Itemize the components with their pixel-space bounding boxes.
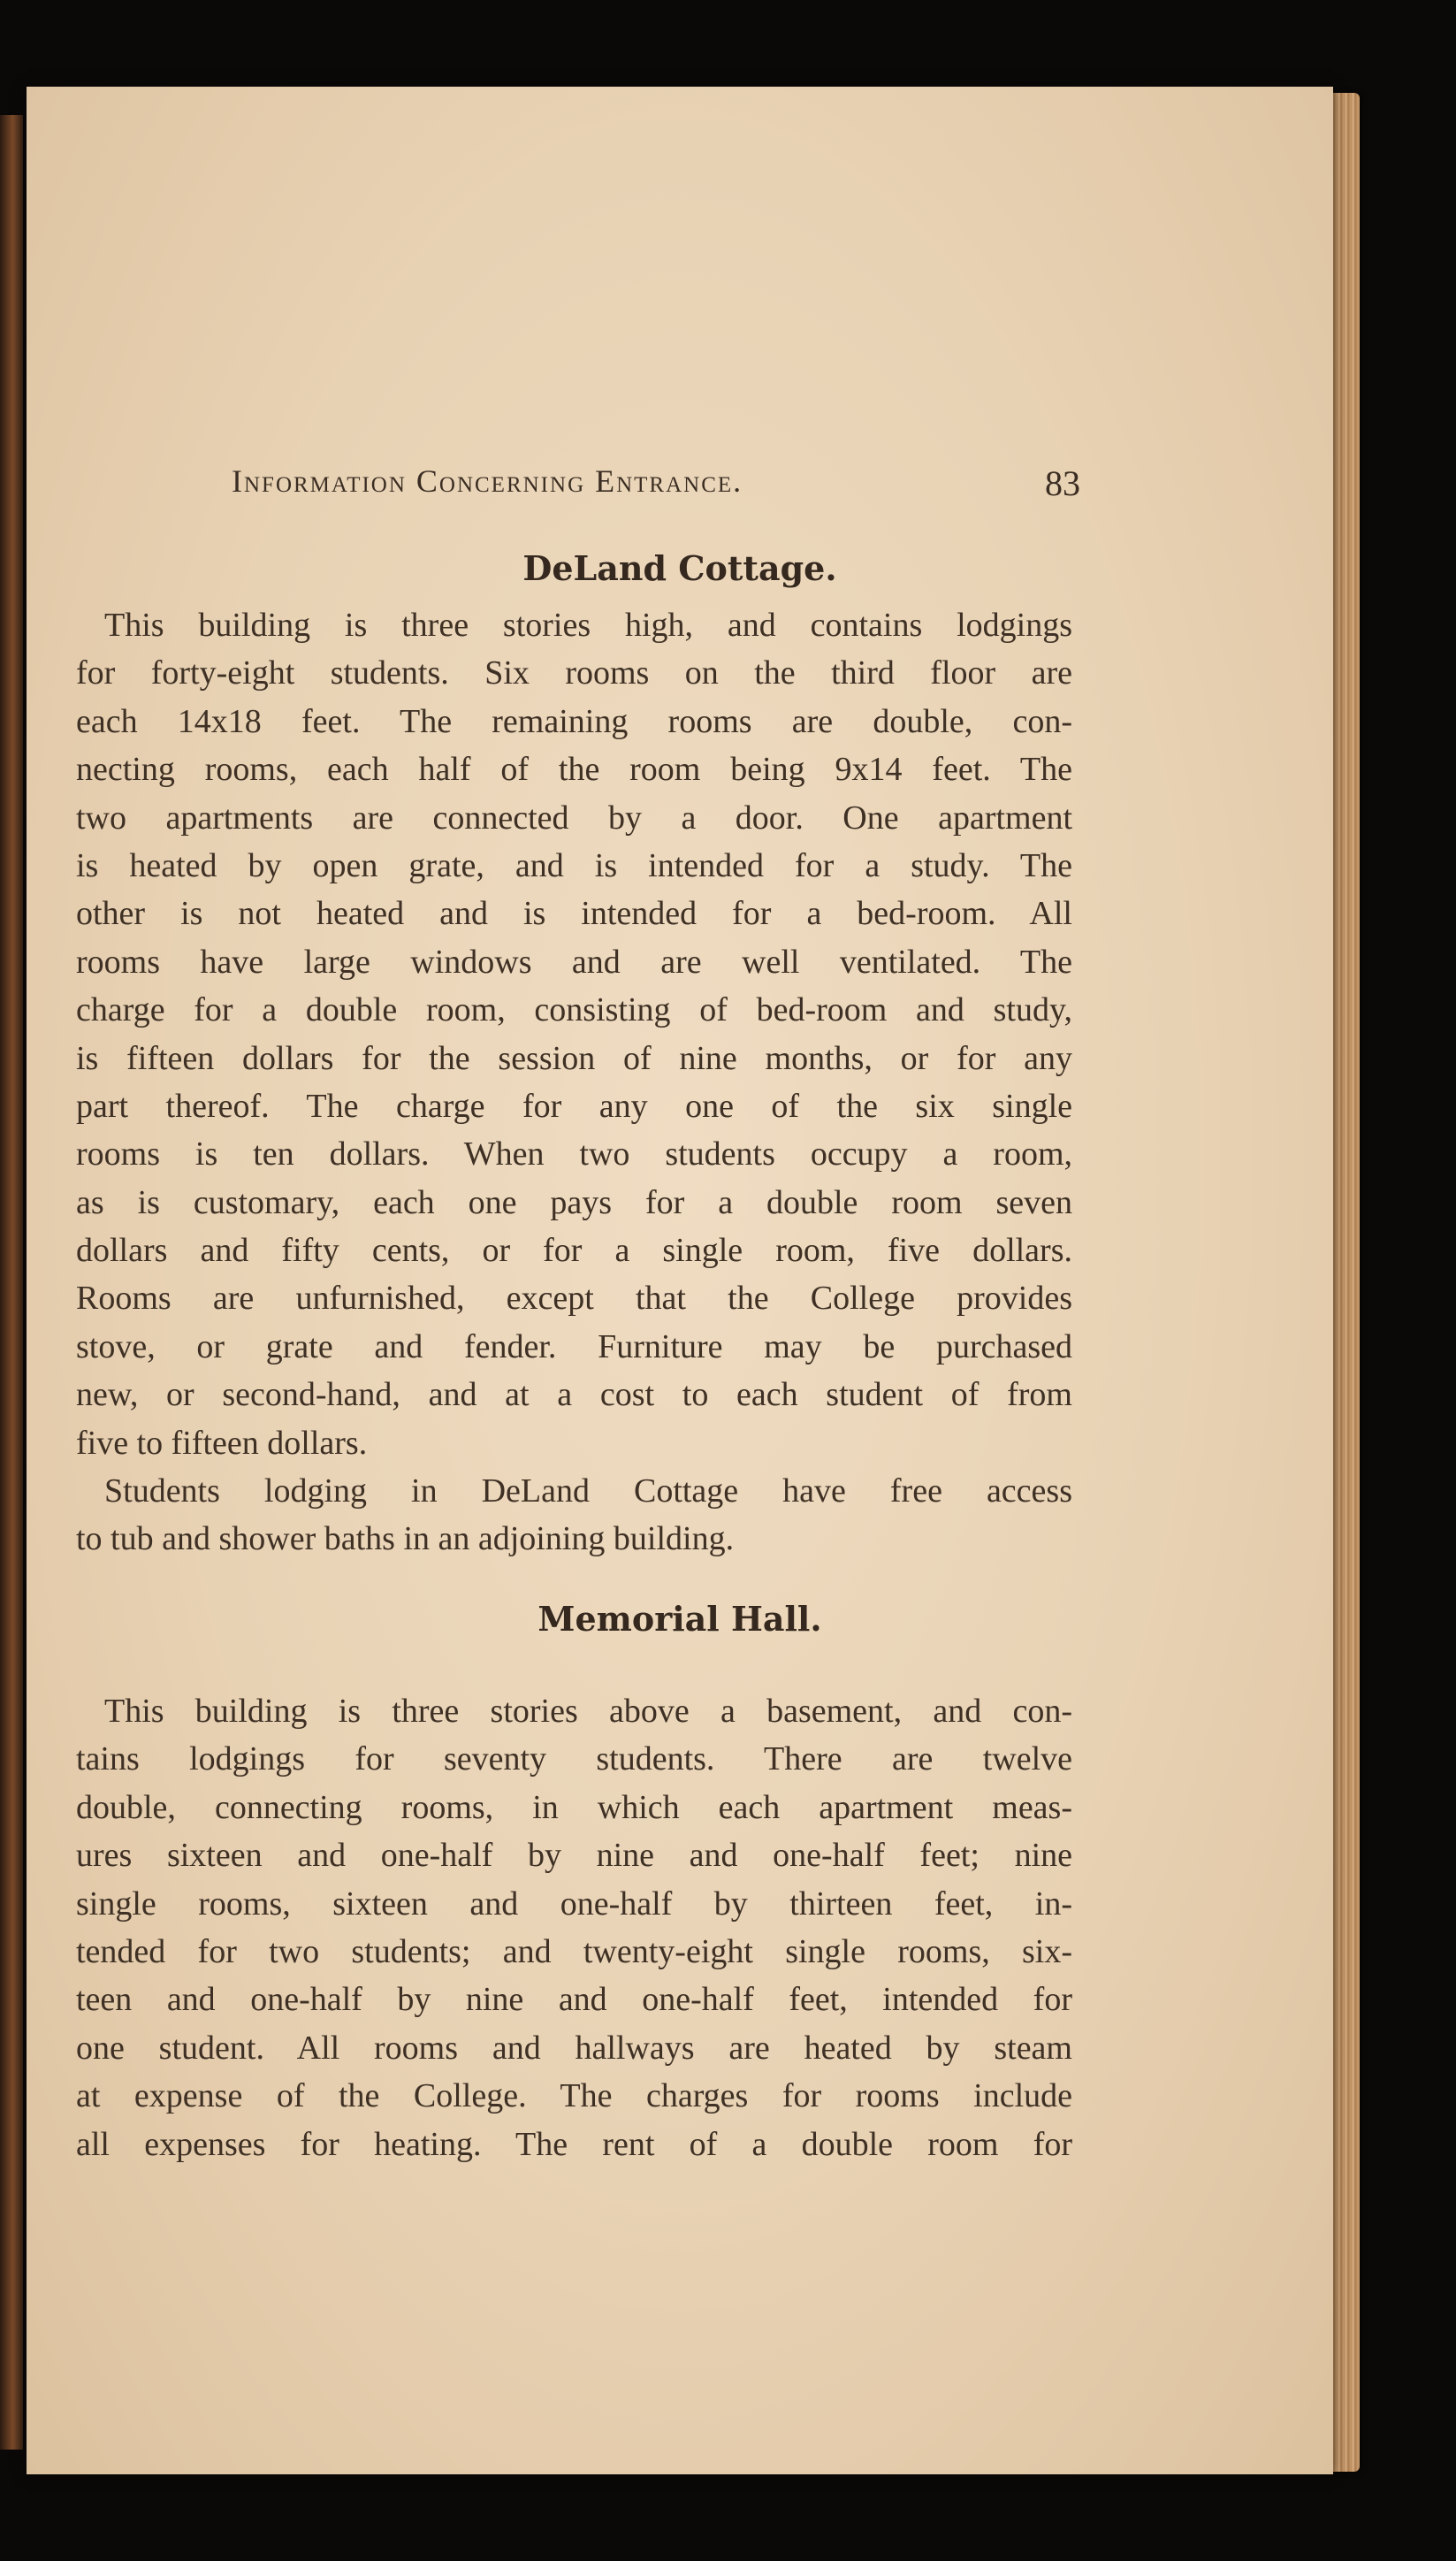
paragraph-memorial-description bbox=[76, 1687, 1072, 2168]
text-line: is heated by open grate, and is intended for a study. The bbox=[76, 846, 1072, 884]
text-line: teen and one-half by nine and one-half feet, intended for bbox=[76, 1981, 1072, 2019]
text-line: new, or second-hand, and at a cost to each student of from bbox=[76, 1376, 1072, 1414]
text-line: This building is three stories above a basement, and con- bbox=[104, 1693, 1072, 1730]
paragraph-deland-baths bbox=[76, 1467, 1072, 1563]
text-line: part thereof. The charge for any one of the six single bbox=[76, 1087, 1072, 1125]
text-line: charge for a double room, consisting of bed-room and study, bbox=[76, 991, 1072, 1029]
text-line: as is customary, each one pays for a double room seven bbox=[76, 1183, 1072, 1221]
text-line: two apartments are connected by a door. One apartment bbox=[76, 799, 1072, 837]
text-line: rooms have large windows and are well ventilated. The bbox=[76, 943, 1072, 981]
text-line: necting rooms, each half of the room being 9x14 feet. The bbox=[76, 751, 1072, 789]
text-line: Students lodging in DeLand Cottage have free access bbox=[104, 1472, 1072, 1510]
text-line: Rooms are unfurnished, except that the College provides bbox=[76, 1280, 1072, 1318]
section-heading-memorial-hall: Memorial Hall. bbox=[537, 1599, 822, 1639]
text-line: to tub and shower baths in an adjoining building. bbox=[76, 1520, 735, 1558]
text-line: double, connecting rooms, in which each apartment meas- bbox=[76, 1788, 1072, 1826]
left-page-edge bbox=[0, 115, 23, 2450]
running-head bbox=[232, 463, 1080, 516]
text-line: is fifteen dollars for the session of nine months, or for any bbox=[76, 1039, 1072, 1077]
paragraph-deland-description bbox=[76, 601, 1072, 1467]
text-line: for forty-eight students. Six rooms on the third floor are bbox=[76, 654, 1072, 692]
text-line: all expenses for heating. The rent of a double room for bbox=[76, 2125, 1072, 2163]
text-line: ures sixteen and one-half by nine and one-half feet; nine bbox=[76, 1837, 1072, 1875]
running-title: Information Concerning Entrance. bbox=[232, 463, 743, 499]
text-line: tended for two students; and twenty-eight single rooms, six- bbox=[76, 1932, 1072, 1970]
page-number: 83 bbox=[1045, 463, 1080, 503]
text-line: stove, or grate and fender. Furniture may be purchased bbox=[76, 1327, 1072, 1365]
text-line: each 14x18 feet. The remaining rooms are double, con- bbox=[76, 702, 1072, 740]
text-line: rooms is ten dollars. When two students occupy a room, bbox=[76, 1135, 1072, 1173]
book-page bbox=[27, 87, 1333, 2474]
text-line: tains lodgings for seventy students. There are twelve bbox=[76, 1740, 1072, 1778]
text-line: This building is three stories high, and contains lodgings bbox=[104, 607, 1072, 644]
text-line: one student. All rooms and hallways are heated by steam bbox=[76, 2029, 1072, 2067]
text-line: other is not heated and is intended for a bed-room. All bbox=[76, 895, 1072, 933]
section-heading-deland-cottage: DeLand Cottage. bbox=[522, 548, 837, 588]
text-line: five to fifteen dollars. bbox=[76, 1424, 368, 1462]
text-line: single rooms, sixteen and one-half by thirteen feet, in- bbox=[76, 1884, 1072, 1923]
text-line: dollars and fifty cents, or for a single room, five dollars. bbox=[76, 1232, 1072, 1270]
text-line: at expense of the College. The charges for rooms include bbox=[76, 2077, 1072, 2115]
